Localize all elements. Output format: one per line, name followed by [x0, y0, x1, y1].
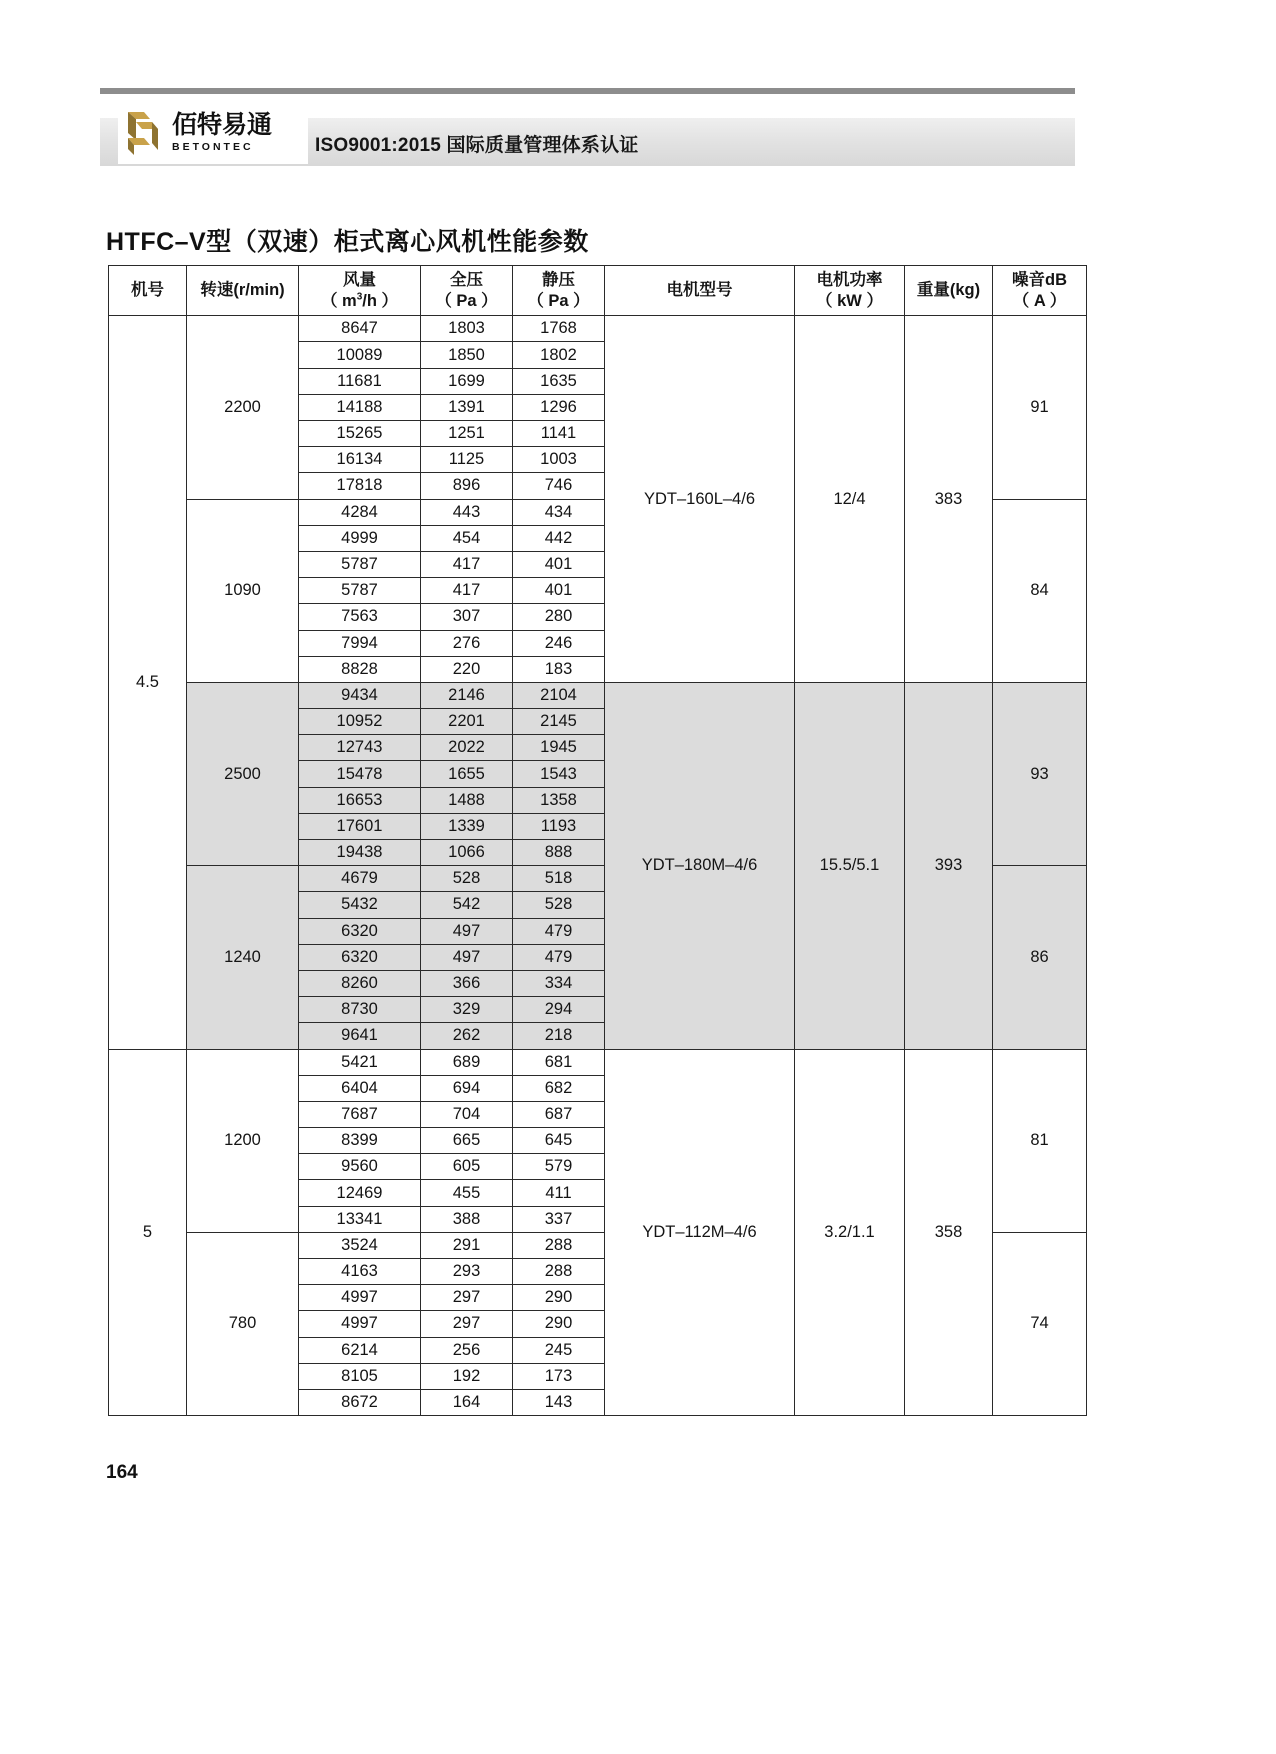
- cell-static-pressure: 401: [513, 578, 605, 604]
- cell-total-pressure: 1066: [421, 840, 513, 866]
- cell-total-pressure: 665: [421, 1128, 513, 1154]
- cell-flow: 5787: [299, 551, 421, 577]
- table-row: [109, 316, 1087, 342]
- page-title: HTFC–V型（双速）柜式离心风机性能参数: [106, 228, 589, 256]
- cell-flow: 4284: [299, 499, 421, 525]
- cell-flow: 6214: [299, 1337, 421, 1363]
- cell-flow: 15265: [299, 421, 421, 447]
- cell-static-pressure: 245: [513, 1337, 605, 1363]
- cell-static-pressure: 579: [513, 1154, 605, 1180]
- cell-noise: 93: [993, 682, 1087, 865]
- page-header: [100, 88, 1075, 178]
- table-header-row: [109, 266, 1087, 316]
- cell-total-pressure: 1488: [421, 787, 513, 813]
- cell-total-pressure: 2022: [421, 735, 513, 761]
- cell-motor-model: YDT–160L–4/6: [605, 316, 795, 683]
- cell-total-pressure: 329: [421, 997, 513, 1023]
- cell-total-pressure: 1655: [421, 761, 513, 787]
- performance-table: [108, 265, 1087, 1416]
- cell-flow: 13341: [299, 1206, 421, 1232]
- cell-motor-power: 12/4: [795, 316, 905, 683]
- cell-static-pressure: 290: [513, 1285, 605, 1311]
- cell-total-pressure: 1251: [421, 421, 513, 447]
- cell-total-pressure: 1125: [421, 447, 513, 473]
- cell-total-pressure: 455: [421, 1180, 513, 1206]
- cell-static-pressure: 681: [513, 1049, 605, 1075]
- cell-flow: 9434: [299, 682, 421, 708]
- cell-total-pressure: 542: [421, 892, 513, 918]
- cell-total-pressure: 366: [421, 970, 513, 996]
- cell-static-pressure: 2145: [513, 709, 605, 735]
- cell-static-pressure: 290: [513, 1311, 605, 1337]
- cell-noise: 84: [993, 499, 1087, 682]
- cell-model-no: 4.5: [109, 316, 187, 1049]
- cell-static-pressure: 1768: [513, 316, 605, 342]
- cell-noise: 81: [993, 1049, 1087, 1232]
- header-rule: [100, 88, 1075, 94]
- cell-static-pressure: 687: [513, 1101, 605, 1127]
- cell-flow: 15478: [299, 761, 421, 787]
- col-header-motor-model: 电机型号: [605, 266, 795, 316]
- cell-total-pressure: 297: [421, 1285, 513, 1311]
- cell-total-pressure: 443: [421, 499, 513, 525]
- cell-flow: 6320: [299, 918, 421, 944]
- cell-static-pressure: 294: [513, 997, 605, 1023]
- cell-flow: 17818: [299, 473, 421, 499]
- cell-static-pressure: 434: [513, 499, 605, 525]
- col-header-total-pressure-line1: 全压: [450, 271, 483, 289]
- cell-static-pressure: 1358: [513, 787, 605, 813]
- cell-static-pressure: 183: [513, 656, 605, 682]
- col-header-motor-power-line1: 电机功率: [816, 271, 883, 289]
- cell-total-pressure: 192: [421, 1363, 513, 1389]
- col-header-model-no: 机号: [109, 266, 187, 316]
- cell-total-pressure: 388: [421, 1206, 513, 1232]
- cell-total-pressure: 605: [421, 1154, 513, 1180]
- cell-static-pressure: 2104: [513, 682, 605, 708]
- cell-static-pressure: 528: [513, 892, 605, 918]
- cell-flow: 4999: [299, 525, 421, 551]
- cell-flow: 10089: [299, 342, 421, 368]
- cell-flow: 8672: [299, 1389, 421, 1415]
- cell-static-pressure: 280: [513, 604, 605, 630]
- cell-static-pressure: 1003: [513, 447, 605, 473]
- cell-static-pressure: 888: [513, 840, 605, 866]
- cell-noise: 86: [993, 866, 1087, 1049]
- cell-static-pressure: 288: [513, 1232, 605, 1258]
- cell-flow: 8730: [299, 997, 421, 1023]
- cell-total-pressure: 2201: [421, 709, 513, 735]
- col-header-motor-power-line2: （ kW ）: [816, 291, 883, 310]
- cell-static-pressure: 411: [513, 1180, 605, 1206]
- cell-static-pressure: 479: [513, 944, 605, 970]
- cell-total-pressure: 307: [421, 604, 513, 630]
- col-header-flow-line2: （ $m^3/h$ ）: [320, 291, 399, 310]
- cell-flow: 6404: [299, 1075, 421, 1101]
- cell-static-pressure: 218: [513, 1023, 605, 1049]
- cell-static-pressure: 1296: [513, 394, 605, 420]
- cell-static-pressure: 1635: [513, 368, 605, 394]
- cell-total-pressure: 497: [421, 944, 513, 970]
- cell-flow: 8399: [299, 1128, 421, 1154]
- cell-weight: 383: [905, 316, 993, 683]
- cell-total-pressure: 694: [421, 1075, 513, 1101]
- cell-static-pressure: 1193: [513, 813, 605, 839]
- cell-total-pressure: 291: [421, 1232, 513, 1258]
- cell-static-pressure: 518: [513, 866, 605, 892]
- cell-flow: 8260: [299, 970, 421, 996]
- cell-flow: 5787: [299, 578, 421, 604]
- cell-total-pressure: 293: [421, 1259, 513, 1285]
- brand-logo: [118, 102, 308, 164]
- cell-speed: 1200: [187, 1049, 299, 1232]
- cell-total-pressure: 164: [421, 1389, 513, 1415]
- cell-total-pressure: 297: [421, 1311, 513, 1337]
- cell-weight: 393: [905, 682, 993, 1049]
- col-header-static-pressure-line2: （ Pa ）: [527, 291, 590, 310]
- col-header-noise-line2: （ A ）: [1012, 291, 1067, 310]
- cell-speed: 1090: [187, 499, 299, 682]
- cell-total-pressure: 1699: [421, 368, 513, 394]
- cell-static-pressure: 246: [513, 630, 605, 656]
- col-header-weight: 重量(kg): [905, 266, 993, 316]
- logo-mark-icon: [118, 108, 166, 158]
- col-header-noise-line1: 噪音dB: [1012, 271, 1067, 289]
- cell-total-pressure: 454: [421, 525, 513, 551]
- cell-flow: 16653: [299, 787, 421, 813]
- cell-flow: 9560: [299, 1154, 421, 1180]
- cell-static-pressure: 1945: [513, 735, 605, 761]
- logo-text: [172, 113, 272, 153]
- cell-total-pressure: 417: [421, 578, 513, 604]
- cell-total-pressure: 1803: [421, 316, 513, 342]
- table-header: [109, 266, 1087, 316]
- logo-chinese-name: 佰特易通: [172, 111, 273, 140]
- cell-speed: 2500: [187, 682, 299, 865]
- col-header-total-pressure: [421, 266, 513, 316]
- cell-static-pressure: 1543: [513, 761, 605, 787]
- cell-static-pressure: 173: [513, 1363, 605, 1389]
- cell-model-no: 5: [109, 1049, 187, 1416]
- cell-flow: 8828: [299, 656, 421, 682]
- col-header-motor-power: [795, 266, 905, 316]
- cell-noise: 74: [993, 1232, 1087, 1415]
- cell-total-pressure: 417: [421, 551, 513, 577]
- cell-total-pressure: 528: [421, 866, 513, 892]
- cell-flow: 7563: [299, 604, 421, 630]
- cell-flow: 10952: [299, 709, 421, 735]
- cell-static-pressure: 288: [513, 1259, 605, 1285]
- cell-speed: 780: [187, 1232, 299, 1415]
- iso-certification-text: ISO9001:2015 国际质量管理体系认证: [315, 135, 639, 156]
- cell-total-pressure: 1850: [421, 342, 513, 368]
- cell-total-pressure: 220: [421, 656, 513, 682]
- cell-flow: 11681: [299, 368, 421, 394]
- cell-flow: 8105: [299, 1363, 421, 1389]
- cell-static-pressure: 746: [513, 473, 605, 499]
- cell-flow: 4163: [299, 1259, 421, 1285]
- col-header-static-pressure: [513, 266, 605, 316]
- col-header-speed: 转速(r/min): [187, 266, 299, 316]
- col-header-total-pressure-line2: （ Pa ）: [435, 291, 498, 310]
- cell-static-pressure: 1141: [513, 421, 605, 447]
- cell-speed: 2200: [187, 316, 299, 499]
- col-header-flow: [299, 266, 421, 316]
- cell-total-pressure: 276: [421, 630, 513, 656]
- cell-flow: 12469: [299, 1180, 421, 1206]
- cell-flow: 5432: [299, 892, 421, 918]
- cell-static-pressure: 682: [513, 1075, 605, 1101]
- cell-flow: 3524: [299, 1232, 421, 1258]
- col-header-flow-line1: 风量: [343, 271, 376, 289]
- logo-english-name: BETONTEC: [172, 141, 254, 154]
- cell-flow: 4679: [299, 866, 421, 892]
- cell-total-pressure: 1391: [421, 394, 513, 420]
- cell-flow: 8647: [299, 316, 421, 342]
- cell-flow: 7687: [299, 1101, 421, 1127]
- cell-flow: 17601: [299, 813, 421, 839]
- page-number: 164: [106, 1462, 138, 1483]
- cell-total-pressure: 262: [421, 1023, 513, 1049]
- cell-static-pressure: 1802: [513, 342, 605, 368]
- table-body: [109, 316, 1087, 1416]
- cell-flow: 9641: [299, 1023, 421, 1049]
- cell-static-pressure: 334: [513, 970, 605, 996]
- cell-motor-model: YDT–180M–4/6: [605, 682, 795, 1049]
- cell-total-pressure: 896: [421, 473, 513, 499]
- cell-flow: 16134: [299, 447, 421, 473]
- cell-total-pressure: 497: [421, 918, 513, 944]
- cell-static-pressure: 645: [513, 1128, 605, 1154]
- cell-static-pressure: 442: [513, 525, 605, 551]
- performance-table-wrapper: [108, 265, 1066, 1416]
- cell-static-pressure: 337: [513, 1206, 605, 1232]
- cell-total-pressure: 704: [421, 1101, 513, 1127]
- cell-static-pressure: 401: [513, 551, 605, 577]
- cell-static-pressure: 143: [513, 1389, 605, 1415]
- cell-flow: 7994: [299, 630, 421, 656]
- cell-static-pressure: 479: [513, 918, 605, 944]
- cell-speed: 1240: [187, 866, 299, 1049]
- cell-noise: 91: [993, 316, 1087, 499]
- cell-weight: 358: [905, 1049, 993, 1416]
- cell-total-pressure: 689: [421, 1049, 513, 1075]
- cell-flow: 6320: [299, 944, 421, 970]
- cell-flow: 14188: [299, 394, 421, 420]
- col-header-static-pressure-line1: 静压: [542, 271, 575, 289]
- cell-total-pressure: 1339: [421, 813, 513, 839]
- cell-flow: 5421: [299, 1049, 421, 1075]
- cell-flow: 19438: [299, 840, 421, 866]
- table-row: [109, 682, 1087, 708]
- cell-total-pressure: 256: [421, 1337, 513, 1363]
- cell-flow: 4997: [299, 1285, 421, 1311]
- table-row: [109, 1049, 1087, 1075]
- cell-motor-power: 15.5/5.1: [795, 682, 905, 1049]
- cell-flow: 12743: [299, 735, 421, 761]
- col-header-noise: [993, 266, 1087, 316]
- cell-flow: 4997: [299, 1311, 421, 1337]
- cell-total-pressure: 2146: [421, 682, 513, 708]
- cell-motor-model: YDT–112M–4/6: [605, 1049, 795, 1416]
- cell-motor-power: 3.2/1.1: [795, 1049, 905, 1416]
